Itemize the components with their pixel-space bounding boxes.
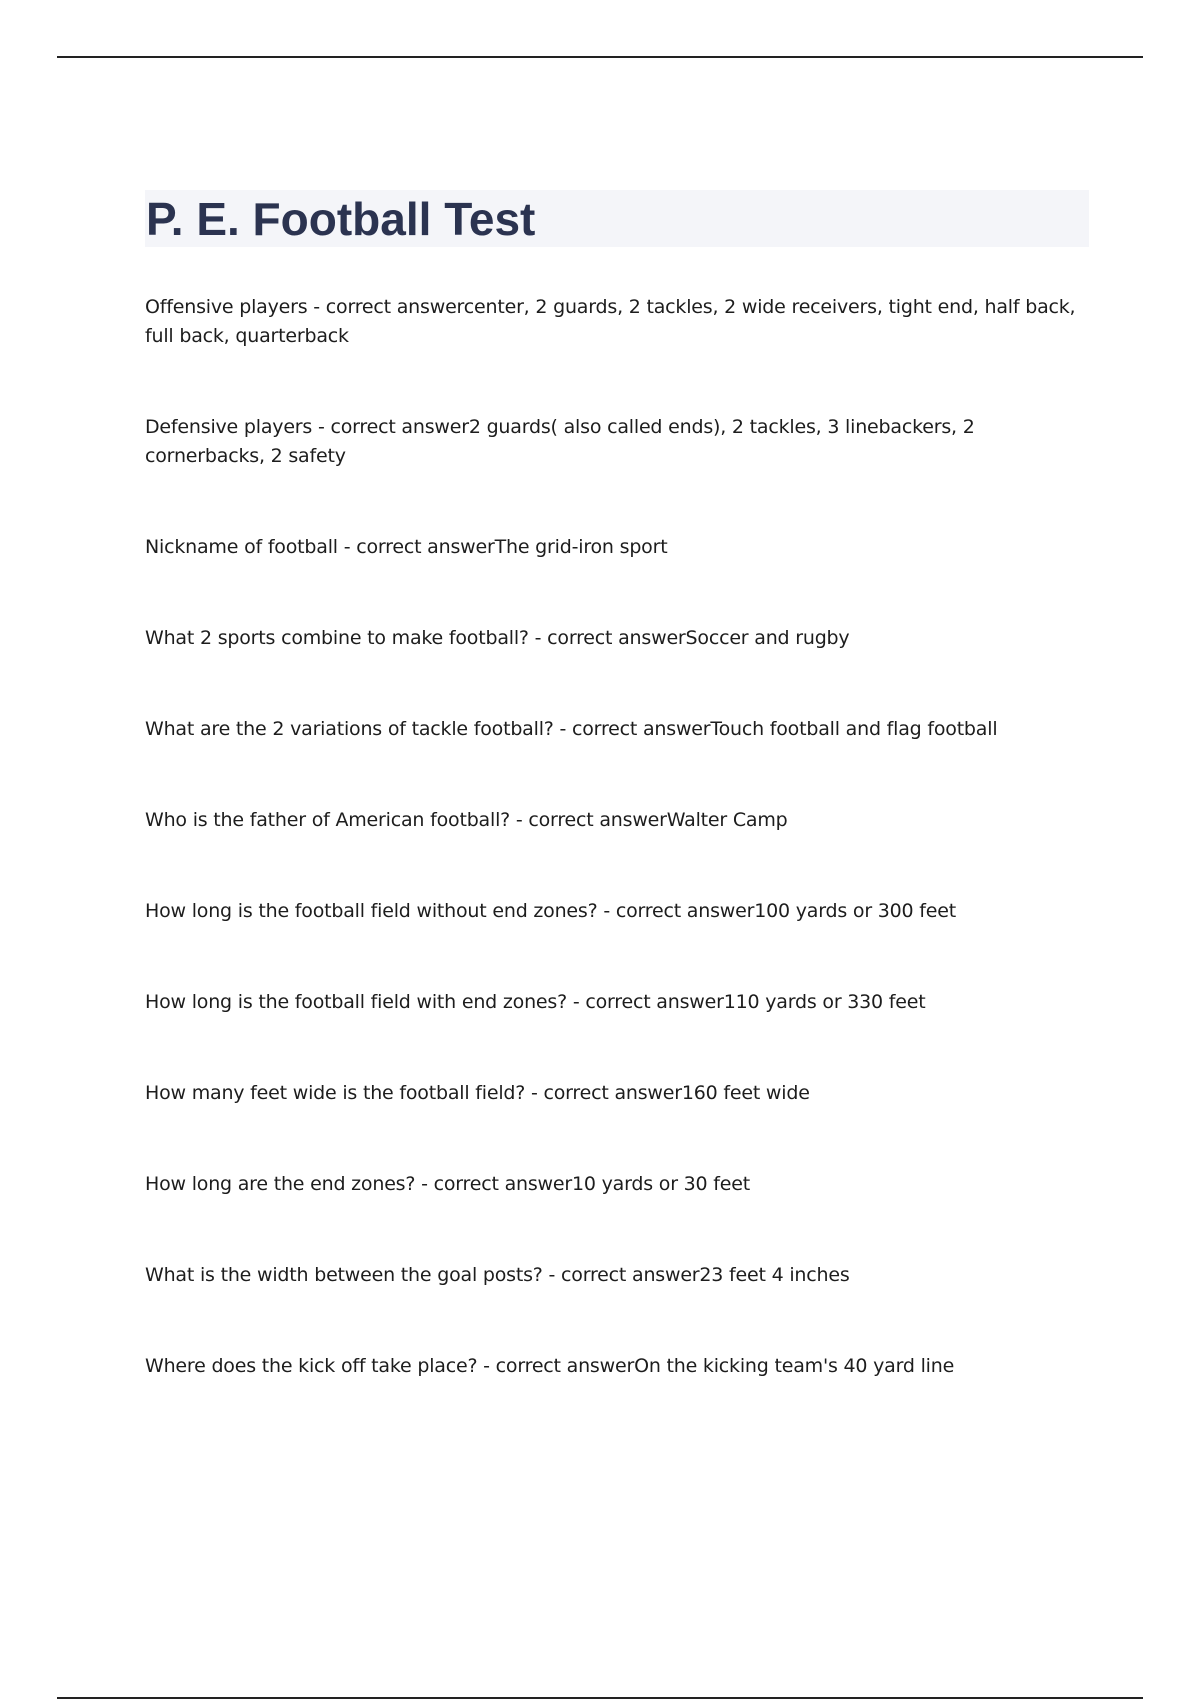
qa-item: What are the 2 variations of tackle football? - correct answerTouch football and flag football: [145, 718, 998, 740]
page-title: P. E. Football Test: [146, 193, 536, 245]
qa-item: Who is the father of American football? - correct answerWalter Camp: [145, 809, 788, 831]
footer-rule: [57, 1697, 1143, 1699]
qa-item: Nickname of football - correct answerThe grid-iron sport: [145, 536, 668, 558]
qa-item: Defensive players - correct answer2 guards( also called ends), 2 tackles, 3 linebackers, 2 cornerbacks, 2 safety: [145, 416, 975, 467]
header-rule: [57, 56, 1143, 58]
qa-item: Offensive players - correct answercenter, 2 guards, 2 tackles, 2 wide receivers, tight end, half back, full back, quarterback: [145, 296, 1076, 347]
qa-item: How long is the football field with end zones? - correct answer110 yards or 330 feet: [145, 991, 926, 1013]
qa-item: What is the width between the goal posts? - correct answer23 feet 4 inches: [145, 1264, 850, 1286]
qa-item: How many feet wide is the football field? - correct answer160 feet wide: [145, 1082, 810, 1104]
qa-item: What 2 sports combine to make football? - correct answerSoccer and rugby: [145, 627, 850, 649]
qa-item: How long are the end zones? - correct answer10 yards or 30 feet: [145, 1173, 750, 1195]
question-answer-list: [145, 293, 1080, 1381]
qa-item: How long is the football field without end zones? - correct answer100 yards or 300 feet: [145, 900, 957, 922]
qa-item: Where does the kick off take place? - correct answerOn the kicking team's 40 yard line: [145, 1355, 955, 1377]
